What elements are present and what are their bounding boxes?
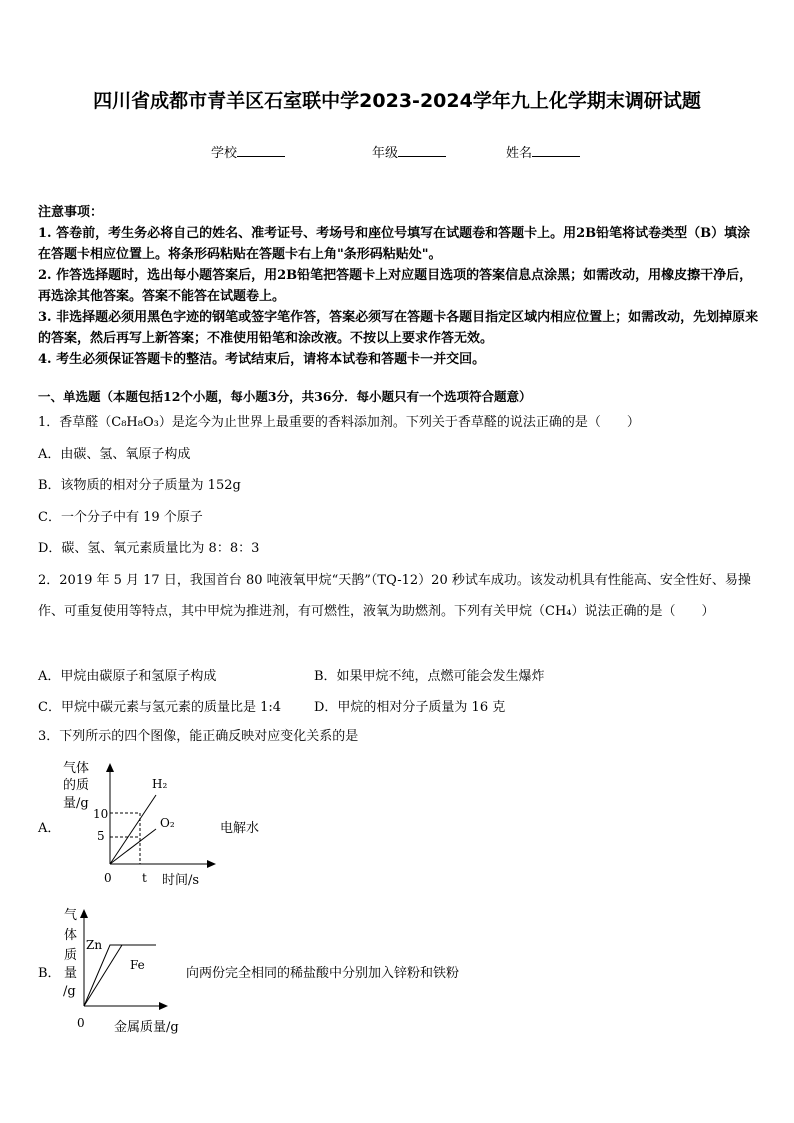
graph-a-tick-5: 5 [97,829,105,843]
q2-option-a: A．甲烷由碳原子和氢原子构成 [38,669,217,684]
graph-a-x-arrow [207,860,216,868]
notes-heading: 注意事项： [38,205,104,220]
question-1-stem: 1．香草醛（C₈H₈O₃）是迄今为止世界上最重要的香料添加剂。下列关于香草醛的说法正确的是（ ） [38,415,640,430]
name-field [506,142,580,161]
graph-a-h2-line [110,795,156,864]
graph-b-xlabel: 金属质量/g [114,1020,179,1035]
page-title: 四川省成都市青羊区石室联中学2023-2024学年九上化学期末调研试题 [93,90,701,112]
graph-b-zn-label: Zn [86,938,103,952]
graph-b-y-arrow [80,909,88,918]
grade-blank [398,144,446,157]
section-heading: 一、单选题（本题包括12个小题，每小题3分，共36分．每小题只有一个选项符合题意） [38,389,532,404]
q2-option-c: C．甲烷中碳元素与氢元素的质量比是 1:4 [38,700,282,715]
graph-b-ylabel-line: 气 [64,908,78,923]
graph-a-o2-label: O₂ [160,816,175,830]
q3-option-a-description: 电解水 [220,821,260,836]
school-field [211,142,285,161]
graph-a-origin: 0 [104,871,112,885]
graph-a-ylabel-line: 的质 [63,778,90,793]
question-3-stem: 3．下列所示的四个图像，能正确反映对应变化关系的是 [38,729,359,744]
graph-b-x-arrow [159,1002,168,1010]
name-blank [532,144,580,157]
note-item: 2. 作答选择题时，选出每小题答案后，用2B铅笔把答题卡上对应题目选项的答案信息点涂黑；如需改动，用橡皮擦干净后，再选涂其他答案。答案不能答在试题卷上。 [38,268,753,304]
graph-a-tick-10: 10 [93,807,109,821]
q1-option-d: D．碳、氢、氧元素质量比为 8：8：3 [38,541,260,556]
q3-option-b-label: B． [38,966,61,981]
grade-label: 年级 [372,146,399,161]
graph-a-xlabel: 时间/s [162,873,200,888]
q3-option-a-label: A． [38,821,61,836]
graph-b-ylabel-line: 质 [64,948,78,963]
graph-b-fe-line [84,945,122,1006]
graph-b-zn-line [84,945,156,1006]
graph-a-ylabel-line: 量/g [63,796,89,811]
q3-option-a-graph [60,757,220,892]
school-blank [237,144,285,157]
name-label: 姓名 [506,146,533,161]
note-item: 3. 非选择题必须用黑色字迹的钢笔或签字笔作答，答案必须写在答题卡各题目指定区域内相应位置上；如需改动，先划掉原来的答案，然后再写上新答案；不准使用铅笔和涂改液。不按以上要求作答无效。 [38,310,759,346]
graph-b-ylabel-line: 量 [64,966,78,981]
note-item: 1. 答卷前，考生务必将自己的姓名、准考证号、考场号和座位号填写在试题卷和答题卡上。用2B铅笔将试卷类型（B）填涂在答题卡相应位置上。将条形码粘贴在答题卡右上角"条形码粘贴处"。 [38,226,751,262]
grade-field [372,142,446,161]
question-2-stem: 2．2019 年 5 月 17 日，我国首台 80 吨液氧甲烷“天鹊”（TQ-12）20 秒试车成功。该发动机具有性能高、安全性好、易操作、可重复使用等特点，其中甲烷为推进剂，有可燃性，液氧为助燃剂。下列有关甲烷（CH₄）说法正确的是（ ） [38,573,751,619]
q1-option-b: B．该物质的相对分子质量为 152g [38,478,241,493]
notes-section [38,202,760,370]
q1-option-c: C．一个分子中有 19 个原子 [38,510,203,525]
school-label: 学校 [211,146,238,161]
q2-option-b: B．如果甲烷不纯，点燃可能会发生爆炸 [314,669,545,684]
graph-a-y-arrow [106,763,114,772]
q1-option-a: A．由碳、氢、氧原子构成 [38,447,191,462]
graph-a-t-label: t [142,871,147,885]
q2-option-d: D．甲烷的相对分子质量为 16 克 [314,700,506,715]
graph-b-origin: 0 [77,1016,85,1030]
graph-b-ylabel-line: 体 [64,928,78,943]
graph-b-fe-label: Fe [130,958,145,972]
note-item: 4. 考生必须保证答题卡的整洁。考试结束后，请将本试卷和答题卡一并交回。 [38,352,486,367]
q3-option-b-description: 向两份完全相同的稀盐酸中分别加入锌粉和铁粉 [186,966,460,981]
graph-a-h2-label: H₂ [152,777,168,791]
graph-a-o2-line [110,829,156,864]
graph-b-ylabel-line: /g [63,984,76,999]
graph-a-ylabel-line: 气体 [63,761,90,776]
